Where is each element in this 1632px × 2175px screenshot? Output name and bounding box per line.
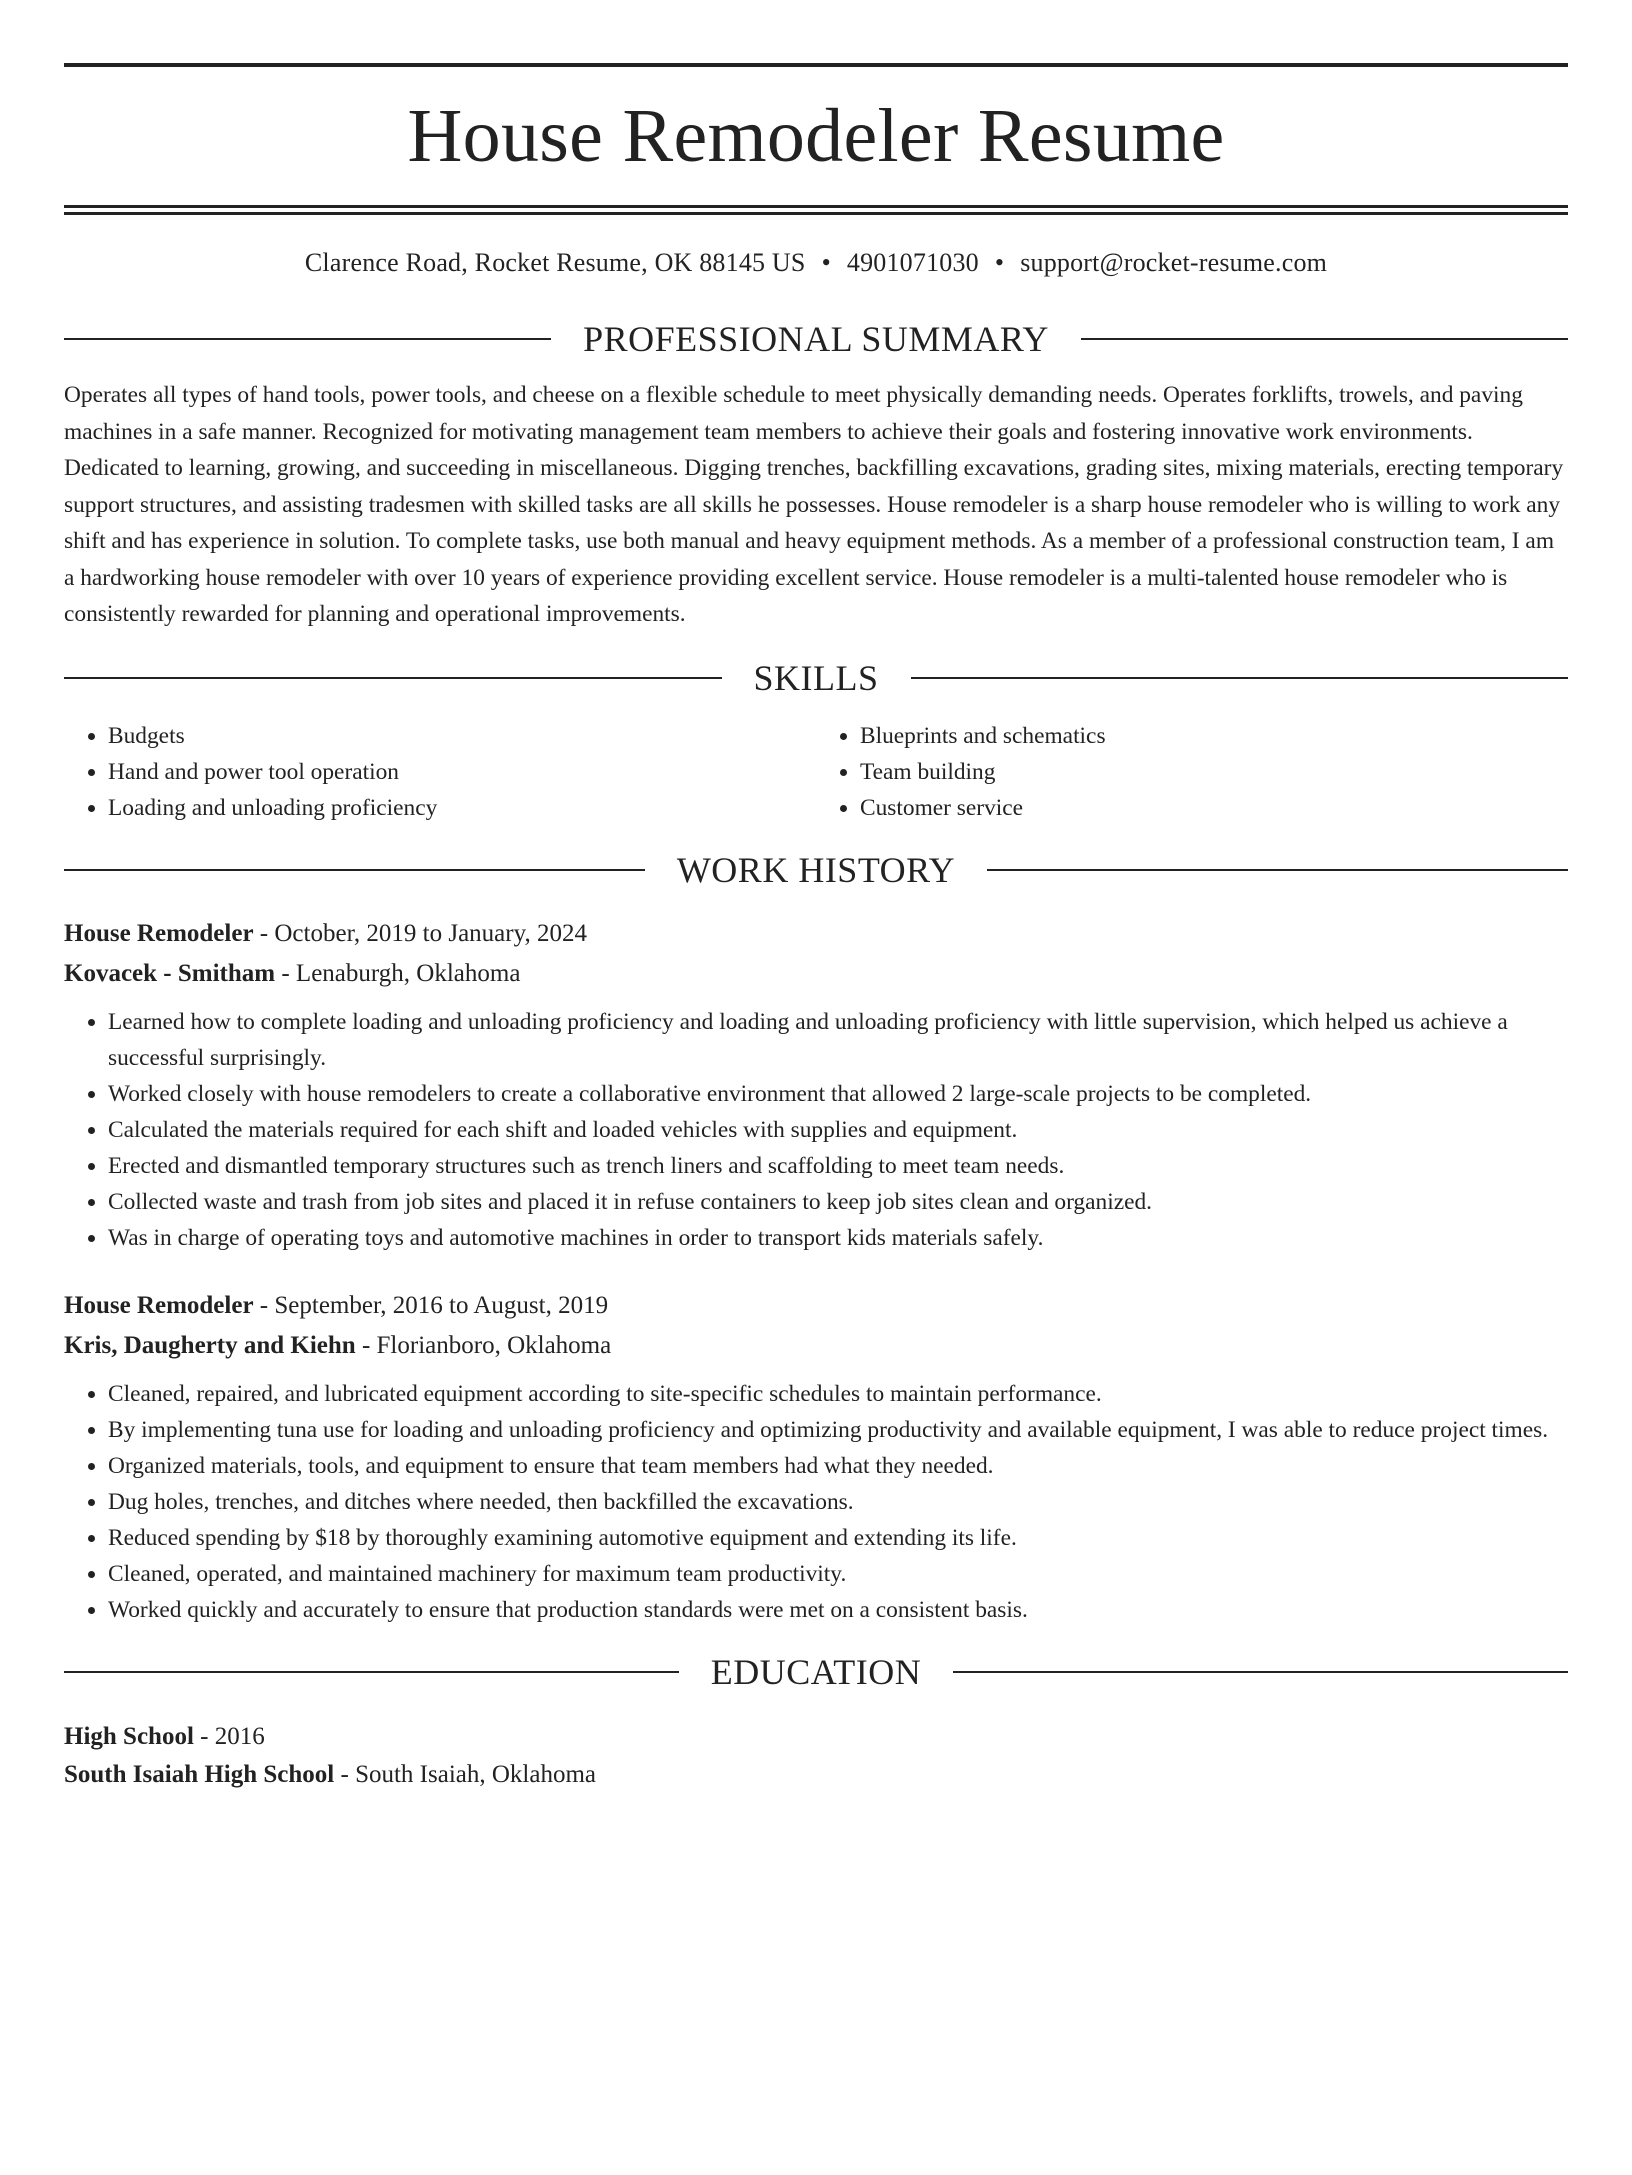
education-degree-line xyxy=(64,1718,1568,1756)
work-heading-row xyxy=(64,848,1568,892)
section-rule-right xyxy=(911,677,1569,679)
skill-item: • Loading and unloading proficiency xyxy=(108,790,816,826)
skill-item: • Budgets xyxy=(108,718,816,754)
job-company-line xyxy=(64,954,1568,994)
job-bullet: • Learned how to complete loading and unloading proficiency and loading and unloading proficiency with little supervision, which helped us achieve a successful surprisingly. xyxy=(108,1004,1568,1076)
job-dates: - September, 2016 to August, 2019 xyxy=(253,1291,609,1319)
skill-item: • Team building xyxy=(860,754,1568,790)
job-bullets xyxy=(64,1376,1568,1628)
education-heading-row xyxy=(64,1650,1568,1694)
job-title-line xyxy=(64,914,1568,954)
job-title: House Remodeler xyxy=(64,919,254,947)
job-bullet: • Cleaned, repaired, and lubricated equipment according to site-specific schedules to maintain performance. xyxy=(108,1376,1568,1412)
skill-item: • Customer service xyxy=(860,790,1568,826)
job-bullets xyxy=(64,1004,1568,1256)
job-company: Kovacek - Smitham xyxy=(64,959,276,987)
skills-heading: SKILLS xyxy=(753,657,879,698)
title-bottom-double-rule xyxy=(64,205,1568,215)
resume-title: House Remodeler Resume xyxy=(407,94,1225,178)
job-bullet: • Calculated the materials required for each shift and loaded vehicles with supplies and equipment. xyxy=(108,1112,1568,1148)
skills-column-left xyxy=(64,718,816,826)
contact-email: support@rocket-resume.com xyxy=(1020,248,1328,277)
education-location: - South Isaiah, Oklahoma xyxy=(334,1760,597,1788)
education-degree: High School xyxy=(64,1722,194,1750)
job-bullet: • Worked quickly and accurately to ensure that production standards were met on a consistent basis. xyxy=(108,1592,1568,1628)
job-bullet: • By implementing tuna use for loading and unloading proficiency and optimizing productivity and available equipment, I was able to reduce project times. xyxy=(108,1412,1568,1448)
education-entry xyxy=(64,1718,1568,1794)
section-rule-right xyxy=(987,869,1568,871)
job-bullet: • Erected and dismantled temporary structures such as trench liners and scaffolding to meet team needs. xyxy=(108,1148,1568,1184)
section-rule-right xyxy=(1081,338,1568,340)
job-title: House Remodeler xyxy=(64,1291,254,1319)
job-location: - Lenaburgh, Oklahoma xyxy=(275,959,521,987)
summary-heading-row xyxy=(64,317,1568,361)
section-rule-left xyxy=(64,338,551,340)
job-company: Kris, Daugherty and Kiehn xyxy=(64,1331,356,1359)
job-title-line xyxy=(64,1286,1568,1326)
section-rule-left xyxy=(64,869,645,871)
section-rule-right xyxy=(953,1671,1568,1673)
job-bullet: • Collected waste and trash from job sites and placed it in refuse containers to keep job sites clean and organized. xyxy=(108,1184,1568,1220)
job-location: - Florianboro, Oklahoma xyxy=(355,1331,612,1359)
section-rule-left xyxy=(64,1671,679,1673)
contact-line xyxy=(64,247,1568,279)
section-rule-left xyxy=(64,677,722,679)
skills-column-right xyxy=(816,718,1568,826)
job-entry xyxy=(64,1286,1568,1628)
job-bullet: • Reduced spending by $18 by thoroughly examining automotive equipment and extending its life. xyxy=(108,1520,1568,1556)
education-heading: EDUCATION xyxy=(710,1651,922,1692)
job-bullet: • Was in charge of operating toys and automotive machines in order to transport kids materials safely. xyxy=(108,1220,1568,1256)
job-entry xyxy=(64,914,1568,1256)
work-heading: WORK HISTORY xyxy=(676,849,956,890)
summary-heading: PROFESSIONAL SUMMARY xyxy=(583,319,1049,359)
skill-item: • Blueprints and schematics xyxy=(860,718,1568,754)
skill-item: • Hand and power tool operation xyxy=(108,754,816,790)
job-bullet: • Dug holes, trenches, and ditches where needed, then backfilled the excavations. xyxy=(108,1484,1568,1520)
job-company-line xyxy=(64,1326,1568,1366)
skills-list xyxy=(64,718,1568,826)
education-school: South Isaiah High School xyxy=(64,1760,335,1788)
contact-phone: 4901071030 xyxy=(846,248,979,277)
resume-page xyxy=(0,63,1632,2175)
education-school-line xyxy=(64,1756,1568,1794)
skills-heading-row xyxy=(64,656,1568,700)
job-bullet: • Cleaned, operated, and maintained machinery for maximum team productivity. xyxy=(108,1556,1568,1592)
job-bullet: • Organized materials, tools, and equipment to ensure that team members had what they needed. xyxy=(108,1448,1568,1484)
contact-separator: • xyxy=(821,248,831,277)
education-year: - 2016 xyxy=(193,1722,265,1750)
job-bullet: • Worked closely with house remodelers to create a collaborative environment that allowed 2 large-scale projects to be completed. xyxy=(108,1076,1568,1112)
job-dates: - October, 2019 to January, 2024 xyxy=(253,919,587,947)
title-top-rule xyxy=(64,63,1568,67)
contact-address: Clarence Road, Rocket Resume, OK 88145 US xyxy=(304,248,806,277)
contact-separator: • xyxy=(994,248,1005,277)
summary-text: Operates all types of hand tools, power tools, and cheese on a flexible schedule to meet physically demanding needs. Operates forklifts, trowels, and paving machines in a safe manner. Recognized for motivating management team members to achieve their goals and fostering innovative work environments. Dedicated to learning, growing, and succeeding in miscellaneous. Digging trenches, backfilling excavations, grading sites, mixing materials, erecting temporary support structures, and assisting tradesmen with skilled tasks are all skills he possesses. House remodeler is a sharp house remodeler who is willing to work any shift and has experience in solution. To complete tasks, use both manual and heavy equipment methods. As a member of a professional construction team, I am a hardworking house remodeler with over 10 years of experience providing excellent service. House remodeler is a multi-talented house remodeler who is consistently rewarded for planning and operational improvements. xyxy=(64,382,1564,627)
